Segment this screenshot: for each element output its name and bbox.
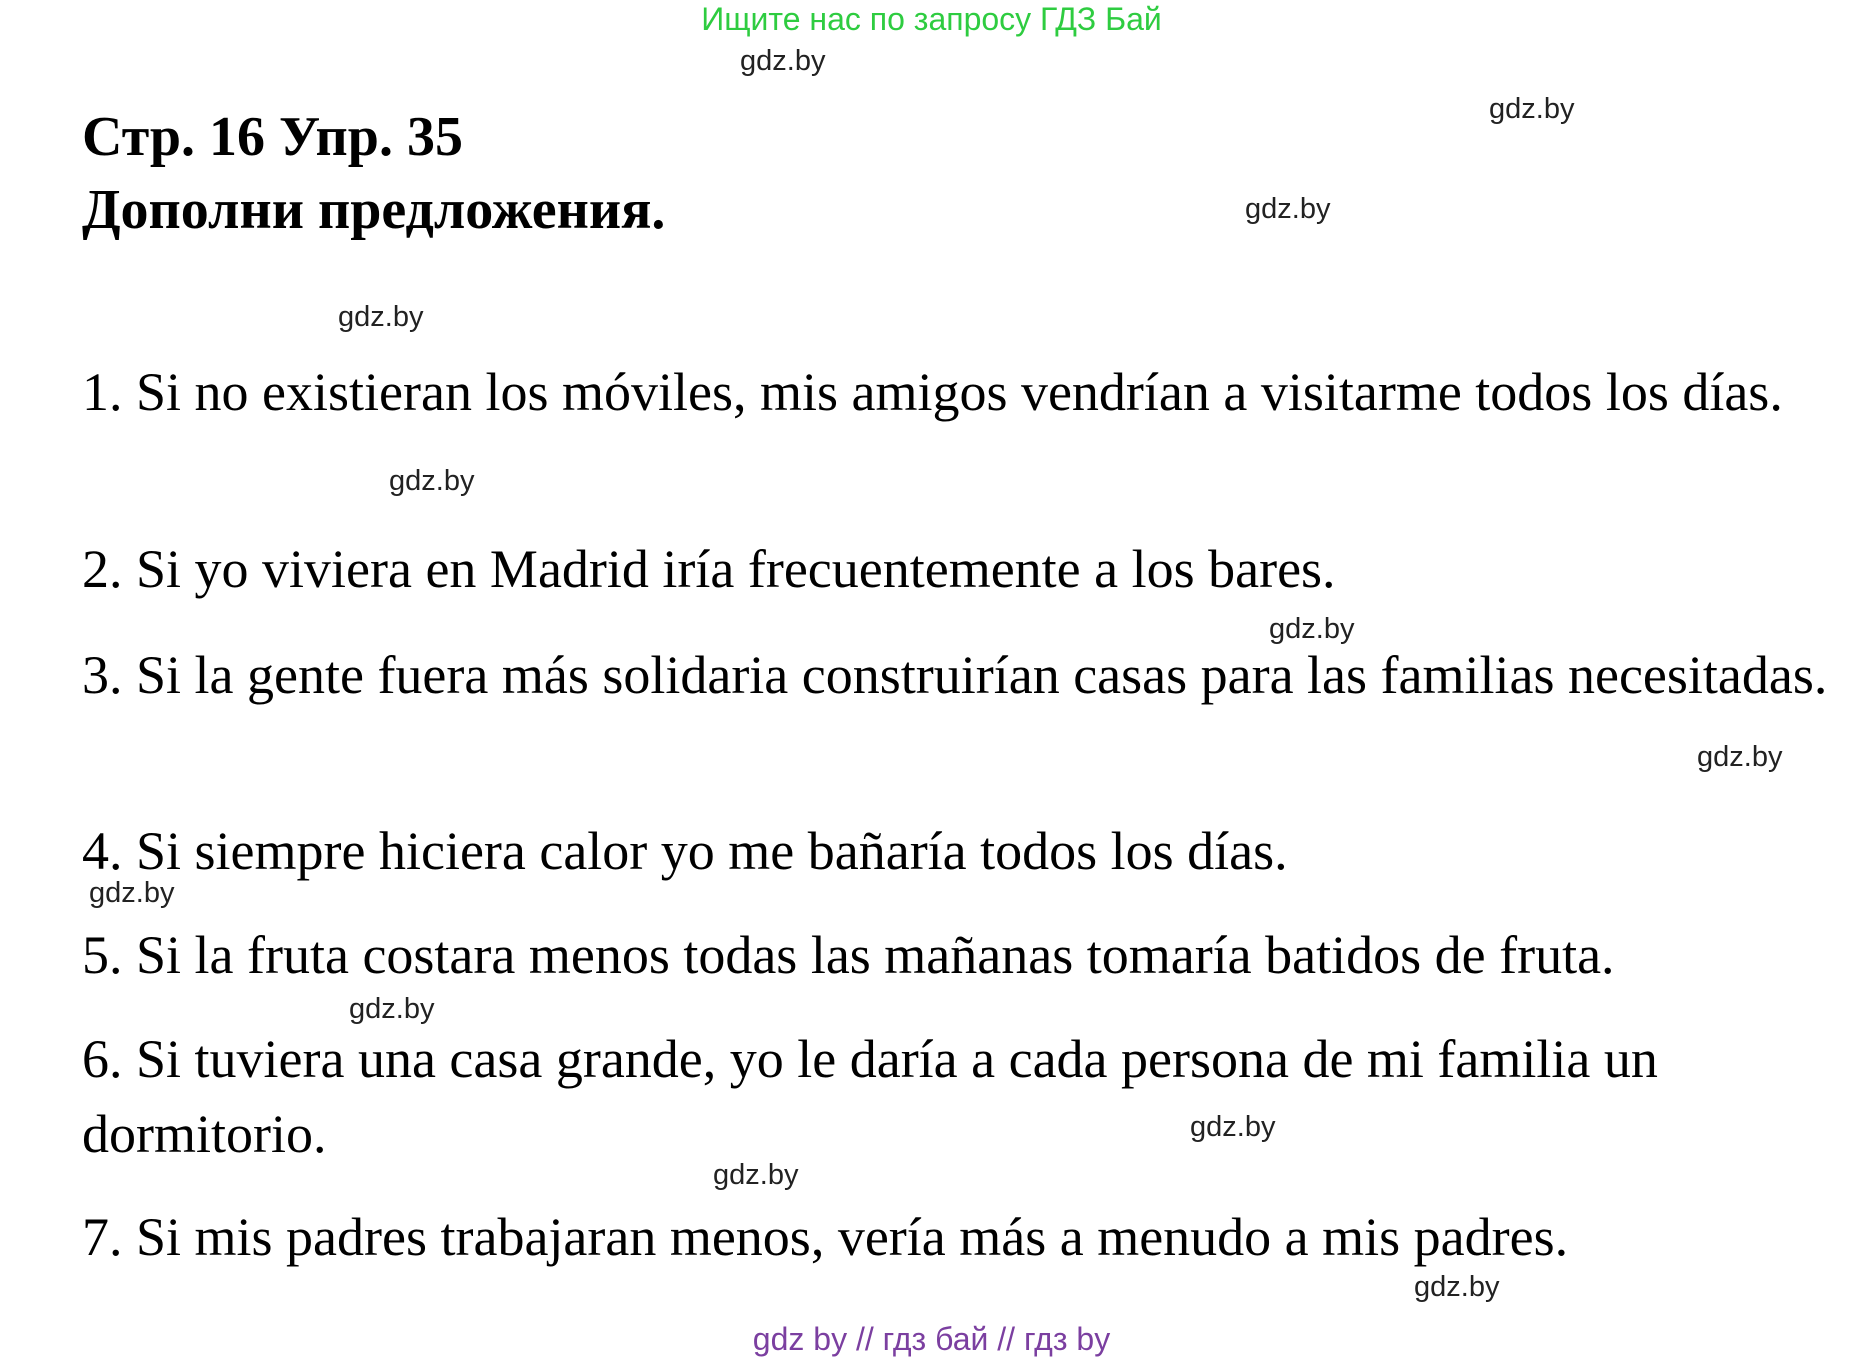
watermark: gdz.by <box>1414 1271 1500 1303</box>
watermark: gdz.by <box>1269 613 1355 645</box>
watermark: gdz.by <box>89 877 175 909</box>
watermark: gdz.by <box>338 301 424 333</box>
sentence-5: 5. Si la fruta costara menos todas las mañanas tomaría batidos de fruta. <box>82 925 1615 985</box>
sentence-3: 3. Si la gente fuera más solidaria construirían casas para las familias necesitadas. <box>82 645 1828 705</box>
watermark: gdz.by <box>1190 1111 1276 1143</box>
sentence-7: 7. Si mis padres trabajaran menos, vería más a menudo a mis padres. <box>82 1207 1569 1267</box>
page-reference-heading: Стр. 16 Упр. 35 <box>82 106 463 168</box>
sentence-2: 2. Si yo viviera en Madrid iría frecuentemente a los bares. <box>82 539 1336 599</box>
watermark: gdz.by <box>740 45 826 77</box>
sentence-4: 4. Si siempre hiciera calor yo me bañaría todos los días. <box>82 821 1288 881</box>
footer-links: gdz by // гдз бай // гдз by <box>752 1321 1111 1357</box>
sentence-1: 1. Si no existieran los móviles, mis amigos vendrían a visitarme todos los días. <box>82 362 1783 422</box>
task-heading: Дополни предложения. <box>82 179 666 241</box>
watermark: gdz.by <box>1245 193 1331 225</box>
top-banner: Ищите нас по запросу ГДЗ Бай <box>701 1 1162 37</box>
watermark: gdz.by <box>1697 741 1783 773</box>
watermark: gdz.by <box>389 465 475 497</box>
sentence-6: 6. Si tuviera una casa grande, yo le daría a cada persona de mi familia un dormitorio. <box>82 1029 1658 1164</box>
watermark: gdz.by <box>713 1159 799 1191</box>
watermark: gdz.by <box>349 993 435 1025</box>
watermark: gdz.by <box>1489 93 1575 125</box>
